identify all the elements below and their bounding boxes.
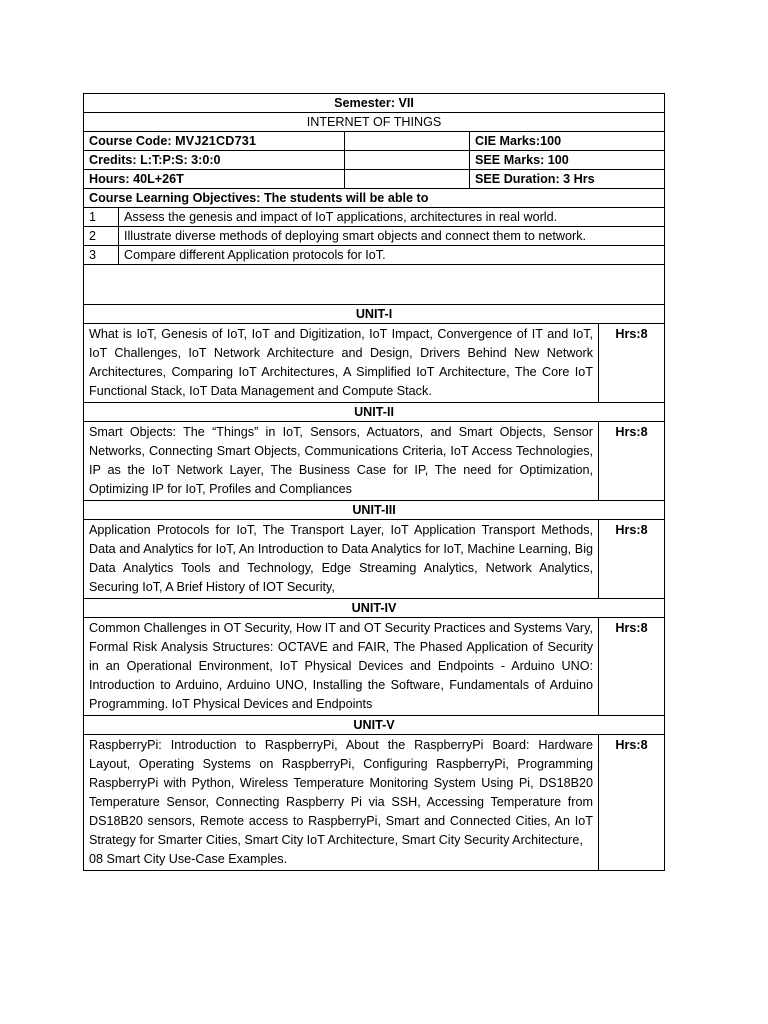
- empty-cell: [345, 151, 470, 170]
- unit-title: UNIT-II: [84, 403, 665, 422]
- unit-hours: Hrs:8: [599, 520, 665, 599]
- unit-title: UNIT-IV: [84, 599, 665, 618]
- course-title: INTERNET OF THINGS: [84, 113, 665, 132]
- course-code-cell: [84, 132, 345, 151]
- unit-title: UNIT-III: [84, 501, 665, 520]
- unit-hours: Hrs:8: [599, 422, 665, 501]
- credits: Credits: L:T:P:S: 3:0:0: [84, 151, 345, 170]
- objective-number: 2: [84, 227, 119, 246]
- objective-number: 3: [84, 246, 119, 265]
- hours: Hours: 40L+26T: [84, 170, 345, 189]
- blank-row: [84, 265, 665, 305]
- empty-cell: [345, 132, 470, 151]
- unit-content-extra: 08 Smart City Use-Case Examples.: [89, 852, 288, 866]
- objective-text: Compare different Application protocols for IoT.: [119, 246, 665, 265]
- unit-title: UNIT-I: [84, 305, 665, 324]
- course-code-value: MVJ21CD731: [175, 134, 257, 148]
- unit-content: Smart Objects: The “Things” in IoT, Sensors, Actuators, and Smart Objects, Sensor Networks, Connecting Smart Objects, Communications Criteria, IoT Access Technologies, IP as the IoT Network Layer, The Business Case for IP, The need for Optimization, Optimizing IP for IoT, Profiles and Compliances: [84, 422, 599, 501]
- objective-number: 1: [84, 208, 119, 227]
- unit-content: Application Protocols for IoT, The Transport Layer, IoT Application Transport Methods, Data and Analytics for IoT, An Introduction to Data Analytics for IoT, Machine Learning, Big Data Analytics Tools and Technology, Edge Streaming Analytics, Network Analytics, Securing IoT, A Brief History of IOT Security,: [84, 520, 599, 599]
- objectives-heading: Course Learning Objectives: The students will be able to: [84, 189, 665, 208]
- semester-label: Semester: VII: [84, 94, 665, 113]
- unit-content: Common Challenges in OT Security, How IT and OT Security Practices and Systems Vary, Formal Risk Analysis Structures: OCTAVE and FAIR, The Phased Application of Security in an Operational Environment, IoT Physical Devices and Endpoints - Arduino UNO: Introduction to Arduino, Arduino UNO, Installing the Software, Fundamentals of Arduino Programming. IoT Physical Devices and Endpoints: [84, 618, 599, 716]
- unit-content-cell: [84, 735, 599, 871]
- unit-content: What is IoT, Genesis of IoT, IoT and Digitization, IoT Impact, Convergence of IT and IoT, IoT Challenges, IoT Network Architecture and Design, Drivers Behind New Network Architectures, Comparing IoT Architectures, A Simplified IoT Architecture, The Core IoT Functional Stack, IoT Data Management and Compute Stack.: [84, 324, 599, 403]
- empty-cell: [345, 170, 470, 189]
- cie-marks: CIE Marks:100: [470, 132, 665, 151]
- course-code-label: Course Code:: [89, 134, 172, 148]
- unit-content: RaspberryPi: Introduction to RaspberryPi, About the RaspberryPi Board: Hardware Layout, Operating Systems on RaspberryPi, Configuring RaspberryPi, Programming RaspberryPi with Python, Wireless Temperature Monitoring System Using Pi, DS18B20 Temperature Sensor, Connecting Raspberry Pi via SSH, Accessing Temperature from DS18B20 sensors, Remote access to RaspberryPi, Smart and Connected Cities, An IoT Strategy for Smarter Cities, Smart City IoT Architecture, Smart City Security Architecture,: [89, 738, 593, 847]
- unit-hours: Hrs:8: [599, 618, 665, 716]
- objective-text: Assess the genesis and impact of IoT applications, architectures in real world.: [119, 208, 665, 227]
- syllabus-table: [83, 93, 665, 871]
- see-marks: SEE Marks: 100: [470, 151, 665, 170]
- objective-text: Illustrate diverse methods of deploying smart objects and connect them to network.: [119, 227, 665, 246]
- see-duration: SEE Duration: 3 Hrs: [470, 170, 665, 189]
- unit-title: UNIT-V: [84, 716, 665, 735]
- unit-hours: Hrs:8: [599, 735, 665, 871]
- unit-hours: Hrs:8: [599, 324, 665, 403]
